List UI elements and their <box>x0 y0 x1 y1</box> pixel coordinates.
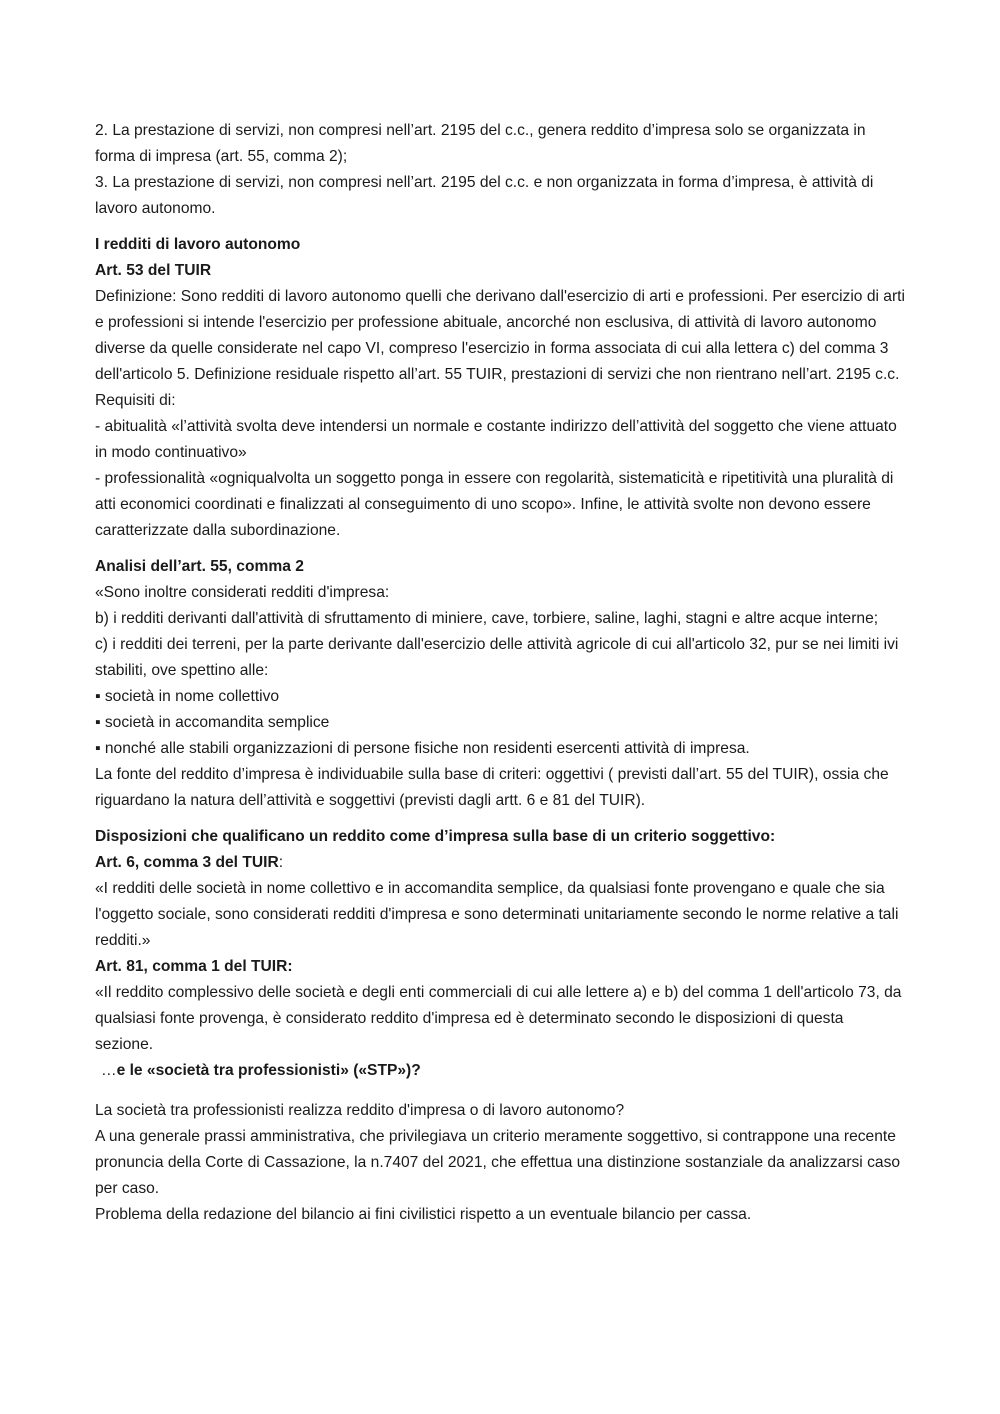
stp-heading-text: e le «società tra professionisti» («STP»)? <box>116 1062 421 1079</box>
spacer <box>95 544 905 554</box>
spacer <box>95 1084 905 1098</box>
requisito-professionalita: - professionalità «ogniqualvolta un soggetto ponga in essere con regolarità, sistematicità e ripetitività una pluralità di atti economici coordinati e finalizzati al conseguimento di uno scopo». Infine, le attività svolte non devono essere caratterizzate dalla subordinazione. <box>95 470 898 539</box>
stp-ellipsis: … <box>101 1062 117 1079</box>
intro-line-3: 3. La prestazione di servizi, non compresi nell’art. 2195 del c.c. e non organizzata in forma d’impresa, è attività di lavoro autonomo. <box>95 174 878 217</box>
section-heading-analisi-55: Analisi dell’art. 55, comma 2 <box>95 558 304 575</box>
document-page <box>95 118 910 1228</box>
spacer <box>95 814 905 824</box>
section-heading-lavoro-autonomo: I redditi di lavoro autonomo <box>95 236 301 253</box>
bullet-item: ▪ società in accomandita semplice <box>95 714 330 731</box>
art6-label: Art. 6, comma 3 del TUIR <box>95 854 279 871</box>
art81-label: Art. 81, comma 1 del TUIR: <box>95 958 293 975</box>
stp-question: La società tra professionisti realizza reddito d'impresa o di lavoro autonomo? <box>95 1102 625 1119</box>
bullet-item: ▪ nonché alle stabili organizzazioni di persone fisiche non residenti esercenti attività di impresa. <box>95 740 750 757</box>
item-b: b) i redditi derivanti dall'attività di sfruttamento di miniere, cave, torbiere, saline, laghi, stagni e altre acque interne; <box>95 610 879 627</box>
art6-text: «I redditi delle società in nome collettivo e in accomandita semplice, da qualsiasi fonte provengano e quale che sia l'oggetto sociale, sono considerati redditi d'impresa e sono determinati unitariamente secondo le norme relative a tali redditi.» <box>95 880 903 949</box>
fonte-paragraph: La fonte del reddito d’impresa è individuabile sulla base di criteri: oggettivi ( previsti dall’art. 55 del TUIR), ossia che riguardano la natura dell’attività e soggettivi (previsti dagli artt. 6 e 81 del TUIR). <box>95 766 894 809</box>
stp-heading <box>95 1058 905 1084</box>
intro-line-2: 2. La prestazione di servizi, non compresi nell’art. 2195 del c.c., genera reddito d’impresa solo se organizzata in forma di impresa (art. 55, comma 2); <box>95 122 870 165</box>
spacer <box>95 222 905 232</box>
item-c: c) i redditi dei terreni, per la parte derivante dall'esercizio delle attività agricole di cui all'articolo 32, pur se nei limiti ivi stabiliti, ove spettino alle: <box>95 636 903 679</box>
art6-colon: : <box>278 854 284 871</box>
quote-open: «Sono inoltre considerati redditi d'impresa: <box>95 584 390 601</box>
stp-paragraph: A una generale prassi amministrativa, che privilegiava un criterio meramente soggettivo, si contrappone una recente pronuncia della Corte di Cassazione, la n.7407 del 2021, che effettua una distinzione sostanziale da analizzarsi caso per caso. <box>95 1128 905 1197</box>
requisito-abitualita: - abitualità «l’attività svolta deve intendersi un normale e costante indirizzo dell’attività del soggetto che viene attuato in modo continuativo» <box>95 418 902 461</box>
art6-heading <box>95 850 905 876</box>
definition-paragraph: Definizione: Sono redditi di lavoro autonomo quelli che derivano dall'esercizio di arti e professioni. Per esercizio di arti e professioni si intende l'esercizio per professione abituale, ancorché non esclusiva, di attività di lavoro autonomo diverse da quelle considerate nel capo VI, compreso l'esercizio in forma associata di cui alla lettera c) del comma 3 dell'articolo 5. Definizione residuale rispetto all’art. 55 TUIR, prestazioni di servizi che non rientrano nell’art. 2195 c.c. <box>95 288 910 383</box>
bullet-item: ▪ società in nome collettivo <box>95 688 280 705</box>
requisiti-label: Requisiti di: <box>95 392 176 409</box>
art81-text: «Il reddito complessivo delle società e degli enti commerciali di cui alle lettere a) e b) del comma 1 dell'articolo 73, da qualsiasi fonte provenga, è considerato reddito d'impresa ed è determinato secondo le disposizioni di questa sezione. <box>95 984 906 1053</box>
problema-paragraph: Problema della redazione del bilancio ai fini civilistici rispetto a un eventuale bilancio per cassa. <box>95 1206 752 1223</box>
section-subheading-art53: Art. 53 del TUIR <box>95 262 212 279</box>
section-heading-disposizioni: Disposizioni che qualificano un reddito come d’impresa sulla base di un criterio soggettivo: <box>95 828 776 845</box>
